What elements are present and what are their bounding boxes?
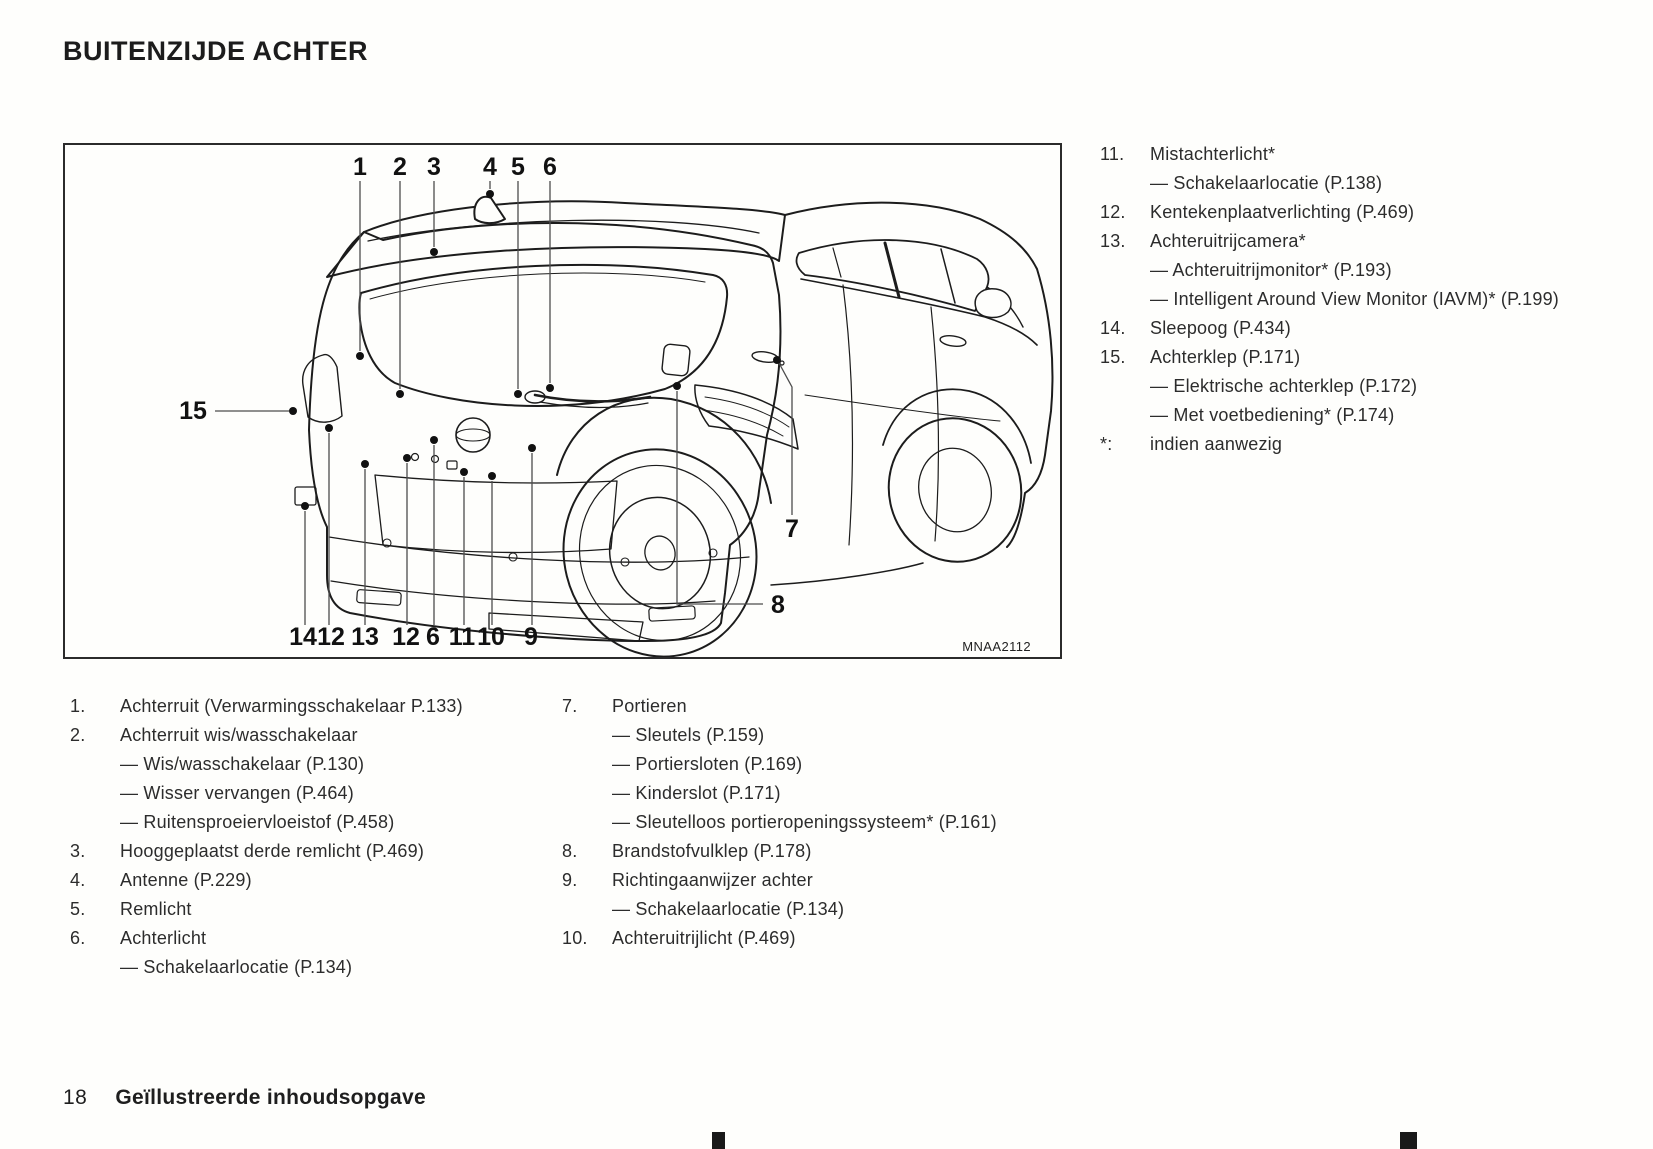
legend-item-number: 10. — [562, 928, 588, 948]
legend-item-number: *: — [1100, 434, 1113, 454]
legend-item-text: Achterruit (Verwarmingsschakelaar P.133) — [120, 696, 463, 716]
legend-item — [70, 692, 540, 721]
legend-item — [562, 924, 1002, 953]
legend-item-text: Hooggeplaatst derde remlicht (P.469) — [120, 841, 425, 861]
callout-dots — [289, 190, 781, 510]
license-plate-recess — [375, 475, 617, 552]
fuel-filler-flap — [662, 344, 691, 377]
callout-leader-lines — [215, 181, 792, 625]
antenna-fin — [474, 197, 505, 223]
rear-camera — [447, 461, 457, 469]
callout-label-14: 14 — [289, 623, 317, 651]
legend-item-number: 2. — [70, 725, 86, 745]
legend-item-text: Brandstofvulklep (P.178) — [612, 841, 812, 861]
legend-item — [70, 721, 540, 750]
callout-label-9: 9 — [524, 623, 538, 651]
rear-bumper — [295, 487, 749, 641]
legend-item-number: 11. — [1100, 144, 1125, 164]
legend-item-text: Sleepoog (P.434) — [1150, 318, 1291, 338]
legend-item — [1100, 314, 1560, 343]
rear-window — [359, 265, 727, 406]
figure-code: MNAA2112 — [962, 639, 1031, 654]
legend-item-number: 4. — [70, 870, 86, 890]
legend-sub-item: — Kinderslot (P.171) — [612, 783, 781, 803]
callout-label-10: 10 — [477, 623, 505, 651]
legend-item — [70, 895, 540, 924]
car-rear-diagram — [63, 143, 1062, 659]
legend-item — [1100, 227, 1560, 256]
legend-item-number: 13. — [1100, 231, 1126, 251]
legend-sub-item: — Sleutels (P.159) — [612, 725, 765, 745]
legend-item-number: 3. — [70, 841, 86, 861]
callout-label-7: 7 — [785, 515, 799, 543]
legend-item-number: 15. — [1100, 347, 1126, 367]
right-tail-lamp — [695, 385, 798, 449]
legend-item — [1100, 198, 1560, 227]
legend-sub-item: — Wisser vervangen (P.464) — [120, 783, 354, 803]
callout-label-2: 2 — [393, 153, 407, 181]
print-mark — [1400, 1132, 1417, 1149]
legend-item-number: 5. — [70, 899, 86, 919]
left-tail-lamp — [303, 355, 342, 423]
legend-sub-item: — Portiersloten (P.169) — [612, 754, 803, 774]
car-line-art — [295, 197, 1052, 657]
legend-sub-item: — Ruitensproeiervloeistof (P.458) — [120, 812, 395, 832]
callout-label-11: 11 — [448, 623, 476, 651]
legend-item — [70, 837, 540, 866]
legend-item — [1100, 140, 1560, 169]
legend-item-text: Portieren — [612, 696, 687, 716]
page-footer — [63, 1086, 426, 1110]
page-title: BUITENZIJDE ACHTER — [63, 36, 369, 66]
car-tailgate — [295, 197, 798, 641]
legend-item-text: indien aanwezig — [1150, 434, 1283, 454]
legend-item-number: 6. — [70, 928, 86, 948]
legend-sub-item: — Schakelaarlocatie (P.134) — [120, 957, 353, 977]
legend-item-text: Richtingaanwijzer achter — [612, 870, 813, 890]
legend-item — [1100, 430, 1560, 459]
callout-label-12b: 12 — [392, 623, 420, 651]
legend-item-number: 14. — [1100, 318, 1126, 338]
callout-label-12a: 12 — [317, 623, 345, 651]
callout-label-6: 6 — [543, 153, 557, 181]
legend-item-text: Mistachterlicht* — [1150, 144, 1276, 164]
callout-label-3: 3 — [427, 153, 441, 181]
legend-item-text: Remlicht — [120, 899, 192, 919]
legend-item-text: Kentekenplaatverlichting (P.469) — [1150, 202, 1415, 222]
front-wheel — [875, 389, 1034, 574]
legend-item — [562, 692, 1002, 721]
front-door-handle — [939, 334, 966, 348]
legend-item — [70, 866, 540, 895]
legend-item-number: 9. — [562, 870, 578, 890]
legend-item — [562, 837, 1002, 866]
car-diagram-svg — [65, 145, 1060, 657]
brand-badge — [456, 418, 490, 452]
callout-label-4: 4 — [483, 153, 497, 181]
callout-label-15: 15 — [179, 397, 207, 425]
legend-item-number: 12. — [1100, 202, 1126, 222]
legend-item — [70, 924, 540, 953]
legend-sub-item: — Schakelaarlocatie (P.138) — [1150, 173, 1383, 193]
legend-sub-item: — Met voetbediening* (P.174) — [1150, 405, 1395, 425]
legend-sub-item: — Intelligent Around View Monitor (IAVM)* (P.199) — [1150, 289, 1559, 309]
legend-column-middle — [562, 692, 1002, 953]
legend-sub-item: — Elektrische achterklep (P.172) — [1150, 376, 1418, 396]
legend-item-text: Achteruitrijlicht (P.469) — [612, 928, 796, 948]
callout-label-6b: 6 — [426, 623, 440, 651]
legend-sub-item: — Sleutelloos portieropeningssysteem* (P.161) — [612, 812, 997, 832]
legend-item-number: 7. — [562, 696, 578, 716]
legend-item-number: 1. — [70, 696, 86, 716]
legend-item — [1100, 343, 1560, 372]
legend-item-text: Achterklep (P.171) — [1150, 347, 1301, 367]
page-number: 18 — [63, 1086, 88, 1109]
callout-label-13: 13 — [351, 623, 379, 651]
callout-label-1: 1 — [353, 153, 367, 181]
legend-sub-item: — Achteruitrijmonitor* (P.193) — [1150, 260, 1392, 280]
legend-item-text: Antenne (P.229) — [120, 870, 252, 890]
legend-column-right — [1100, 140, 1560, 459]
legend-item-text: Achterlicht — [120, 928, 207, 948]
callout-label-5: 5 — [511, 153, 525, 181]
callout-label-8: 8 — [771, 591, 785, 619]
legend-item-number: 8. — [562, 841, 578, 861]
car-side — [662, 203, 1053, 585]
legend-item — [562, 866, 1002, 895]
legend-column-left — [70, 692, 540, 982]
legend-item-text: Achterruit wis/wasschakelaar — [120, 725, 358, 745]
side-mirror — [975, 289, 1011, 318]
footer-section-title: Geïllustreerde inhoudsopgave — [115, 1086, 426, 1109]
legend-sub-item: — Wis/wasschakelaar (P.130) — [120, 754, 365, 774]
print-mark — [712, 1132, 725, 1149]
legend-sub-item: — Schakelaarlocatie (P.134) — [612, 899, 845, 919]
legend-item-text: Achteruitrijcamera* — [1150, 231, 1306, 251]
